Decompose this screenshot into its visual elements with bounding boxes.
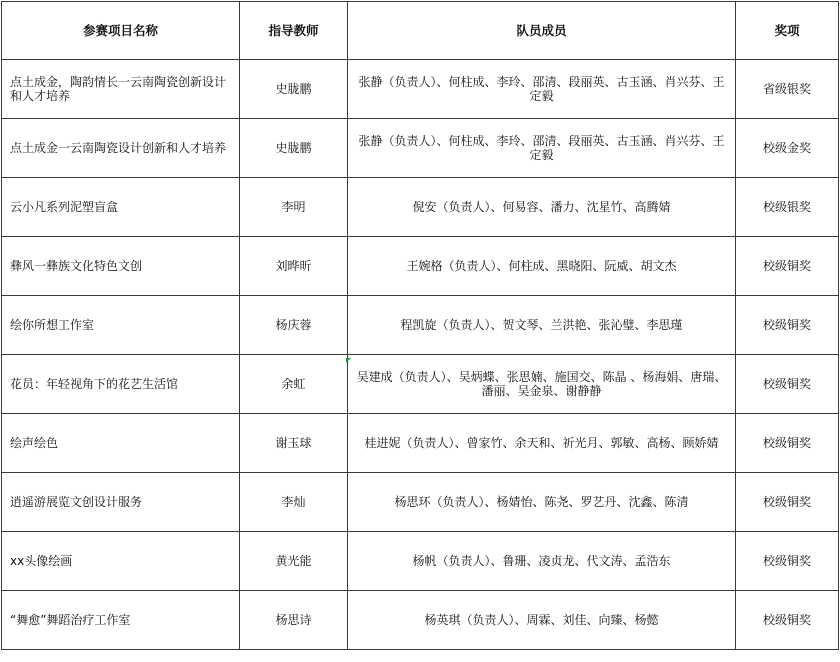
teacher-cell[interactable]: 史胧鹏 [240, 60, 348, 119]
teacher-cell[interactable]: 谢玉球 [240, 414, 348, 473]
table-row [2, 414, 839, 473]
award-cell[interactable]: 校级铜奖 [736, 237, 839, 296]
table-row [2, 473, 839, 532]
members-cell[interactable]: 倪安（负责人）、何易容、潘力、沈星竹、高腾婧 [348, 178, 736, 237]
table-row [2, 119, 839, 178]
project-name-cell[interactable]: 点土成金一云南陶瓷设计创新和人才培养 [2, 119, 240, 178]
members-cell[interactable]: 杨帆（负责人）、鲁珊、凌贞龙、代文涛、孟浩东 [348, 532, 736, 591]
members-cell[interactable]: 程凯旋（负责人）、贺文琴、兰洪艳、张沁璧、李思瑾 [348, 296, 736, 355]
project-name-cell[interactable]: xx头像绘画 [2, 532, 240, 591]
project-name-cell[interactable]: 花员：年轻视角下的花艺生活馆 [2, 355, 240, 414]
teacher-cell[interactable]: 黄光能 [240, 532, 348, 591]
project-name-cell[interactable]: 绘声绘色 [2, 414, 240, 473]
awards-table [1, 1, 839, 650]
members-cell[interactable]: 桂进妮（负责人）、曾家竹、余天和、祈光月、郭敏、高杨、顾娇婧 [348, 414, 736, 473]
table-row [2, 591, 839, 650]
cell-comment-marker [346, 358, 351, 363]
project-name-cell[interactable]: 云小凡系列泥塑盲盒 [2, 178, 240, 237]
header-teacher: 指导教师 [240, 2, 348, 60]
table-row [2, 178, 839, 237]
members-cell[interactable]: 张静（负责人）、何柱成、李玲、邵清、段丽英、古玉涵、肖兴芬、王定毅 [348, 119, 736, 178]
award-cell[interactable]: 校级铜奖 [736, 414, 839, 473]
award-cell[interactable]: 校级铜奖 [736, 591, 839, 650]
award-cell[interactable]: 校级铜奖 [736, 355, 839, 414]
table-row [2, 237, 839, 296]
table-row [2, 355, 839, 414]
teacher-cell[interactable]: 李明 [240, 178, 348, 237]
header-award: 奖项 [736, 2, 839, 60]
members-cell[interactable]: 王婉格（负责人）、何柱成、黑晓阳、阮威、胡文杰 [348, 237, 736, 296]
table-row [2, 60, 839, 119]
header-members: 队员成员 [348, 2, 736, 60]
header-project: 参赛项目名称 [2, 2, 240, 60]
award-cell[interactable]: 校级铜奖 [736, 473, 839, 532]
members-cell[interactable]: 吴建成（负责人）、吴炳蝶、张思婻、施国交、陈晶 、杨海娟、唐瑞、潘丽、吴金泉、谢静静 [348, 355, 736, 414]
header-row [2, 2, 839, 60]
members-cell[interactable]: 张静（负责人）、何柱成、李玲、邵清、段丽英、古玉涵、肖兴芬、王定毅 [348, 60, 736, 119]
project-name-cell[interactable]: “舞愈”舞蹈治疗工作室 [2, 591, 240, 650]
table-row [2, 296, 839, 355]
teacher-cell[interactable]: 杨庆蓉 [240, 296, 348, 355]
table-row [2, 532, 839, 591]
awards-sheet [0, 1, 840, 662]
members-cell[interactable]: 杨思环（负责人）、杨婧怡、陈尧、罗艺丹、沈鑫、陈清 [348, 473, 736, 532]
award-cell[interactable]: 校级银奖 [736, 178, 839, 237]
project-name-cell[interactable]: 彝风一彝族文化特色文创 [2, 237, 240, 296]
project-name-cell[interactable]: 逍遥游展览文创设计服务 [2, 473, 240, 532]
teacher-cell[interactable]: 余虹 [240, 355, 348, 414]
members-cell[interactable]: 杨英琪（负责人）、周霖、刘佳、向臻、杨懿 [348, 591, 736, 650]
teacher-cell[interactable]: 史胧鹏 [240, 119, 348, 178]
award-cell[interactable]: 校级铜奖 [736, 532, 839, 591]
project-name-cell[interactable]: 绘你所想工作室 [2, 296, 240, 355]
award-cell[interactable]: 校级金奖 [736, 119, 839, 178]
award-cell[interactable]: 省级银奖 [736, 60, 839, 119]
teacher-cell[interactable]: 刘晔昕 [240, 237, 348, 296]
teacher-cell[interactable]: 杨思诗 [240, 591, 348, 650]
project-name-cell[interactable]: 点土成金，陶韵情长一云南陶瓷创新设计和人才培养 [2, 60, 240, 119]
award-cell[interactable]: 校级铜奖 [736, 296, 839, 355]
teacher-cell[interactable]: 李灿 [240, 473, 348, 532]
